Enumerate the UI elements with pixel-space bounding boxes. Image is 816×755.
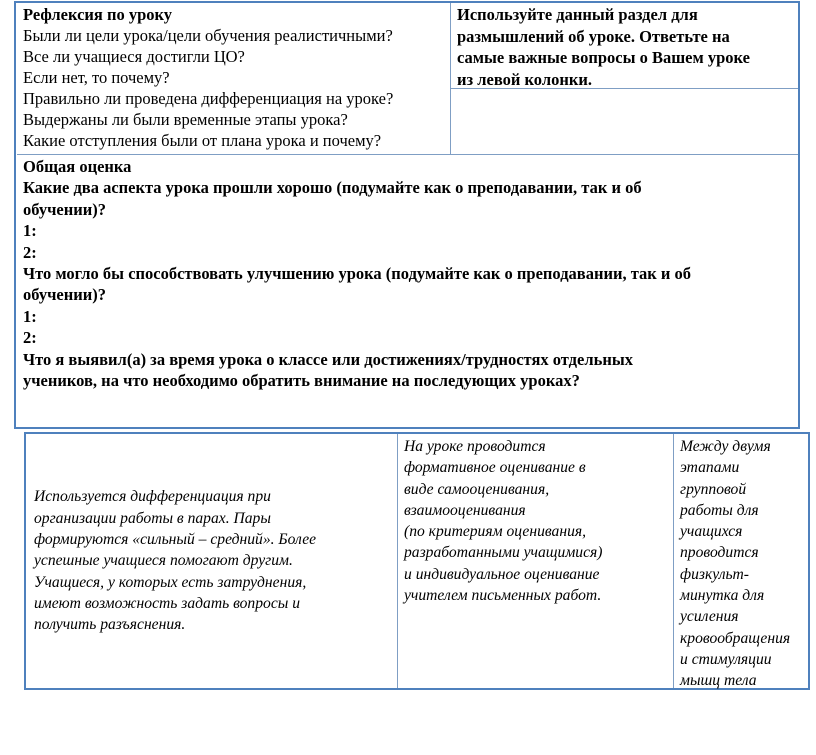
health-line: учащихся bbox=[680, 523, 743, 541]
health-line: Между двумя bbox=[680, 438, 771, 455]
differentiation-line: организации работы в парах. Пары bbox=[34, 509, 271, 527]
hint-line: самые важные вопросы о Вашем уроке bbox=[457, 48, 750, 67]
overall-line: обучении)? bbox=[23, 285, 107, 305]
health-line: мышц тела bbox=[680, 672, 757, 690]
reflection-question: Были ли цели урока/цели обучения реалистичными? bbox=[23, 26, 393, 45]
overall-line: 1: bbox=[23, 221, 37, 241]
assessment-line: (по критериям оценивания, bbox=[404, 523, 587, 541]
lesson-notes-table bbox=[24, 432, 810, 690]
overall-line: Что могло бы способствовать улучшению урока (подумайте как о преподавании, так и об bbox=[23, 264, 692, 284]
health-line: физкульт- bbox=[680, 565, 749, 583]
assessment-line: взаимооценивания bbox=[404, 501, 526, 519]
overall-line: 2: bbox=[23, 242, 37, 262]
reflection-question: Правильно ли проведена дифференциация на уроке? bbox=[23, 89, 394, 108]
hint-line: размышлений об уроке. Ответьте на bbox=[457, 26, 730, 46]
reflection-hint-cell bbox=[451, 3, 798, 89]
overall-line: учеников, на что необходимо обратить внимание на последующих уроках? bbox=[23, 371, 580, 391]
hint-line: Используйте данный раздел для bbox=[457, 5, 698, 24]
hint-line: из левой колонки. bbox=[457, 69, 592, 89]
health-line: минутка для bbox=[680, 587, 765, 605]
assessment-line: На уроке проводится bbox=[404, 438, 546, 455]
overall-assessment-cell bbox=[17, 154, 798, 426]
health-cell bbox=[674, 434, 808, 688]
differentiation-line: формируются «сильный – средний». Более bbox=[34, 531, 317, 549]
reflection-questions-cell bbox=[17, 3, 451, 154]
health-line: усиления bbox=[680, 608, 739, 626]
reflection-title: Рефлексия по уроку bbox=[23, 5, 173, 24]
health-line: работы для bbox=[680, 501, 759, 519]
assessment-line: и индивидуальное оценивание bbox=[404, 565, 600, 583]
health-line: проводится bbox=[680, 544, 759, 562]
overall-line: обучении)? bbox=[23, 199, 107, 219]
overall-title: Общая оценка bbox=[23, 157, 132, 176]
overall-line: Что я выявил(а) за время урока о классе или достижениях/трудностях отдельных bbox=[23, 349, 633, 369]
differentiation-line: Учащиеся, у которых есть затруднения, bbox=[34, 573, 307, 591]
reflection-question: Какие отступления были от плана урока и почему? bbox=[23, 131, 382, 150]
differentiation-line: имеют возможность задать вопросы и bbox=[34, 594, 300, 612]
assessment-line: виде самооценивания, bbox=[404, 480, 550, 498]
differentiation-line: успешные учащиеся помогают другим. bbox=[34, 552, 293, 570]
health-line: этапами bbox=[680, 459, 740, 477]
health-line: и стимуляции bbox=[680, 650, 772, 668]
overall-line: 1: bbox=[23, 306, 37, 326]
assessment-cell bbox=[398, 434, 674, 688]
overall-line: Какие два аспекта урока прошли хорошо (подумайте как о преподавании, так и об bbox=[23, 178, 642, 198]
assessment-line: формативное оценивание в bbox=[404, 459, 586, 477]
reflection-answer-cell bbox=[451, 89, 798, 154]
differentiation-cell bbox=[26, 434, 398, 688]
overall-line: 2: bbox=[23, 328, 37, 348]
assessment-line: разработанными учащимися) bbox=[404, 544, 603, 562]
reflection-question: Все ли учащиеся достигли ЦО? bbox=[23, 47, 245, 66]
reflection-question: Если нет, то почему? bbox=[23, 68, 170, 87]
assessment-line: учителем письменных работ. bbox=[404, 587, 602, 605]
differentiation-line: Используется дифференциация при bbox=[34, 488, 271, 506]
health-line: кровообращения bbox=[680, 629, 791, 647]
reflection-question: Выдержаны ли были временные этапы урока? bbox=[23, 110, 348, 129]
health-line: групповой bbox=[680, 480, 747, 498]
differentiation-line: получить разъяснения. bbox=[34, 616, 186, 634]
